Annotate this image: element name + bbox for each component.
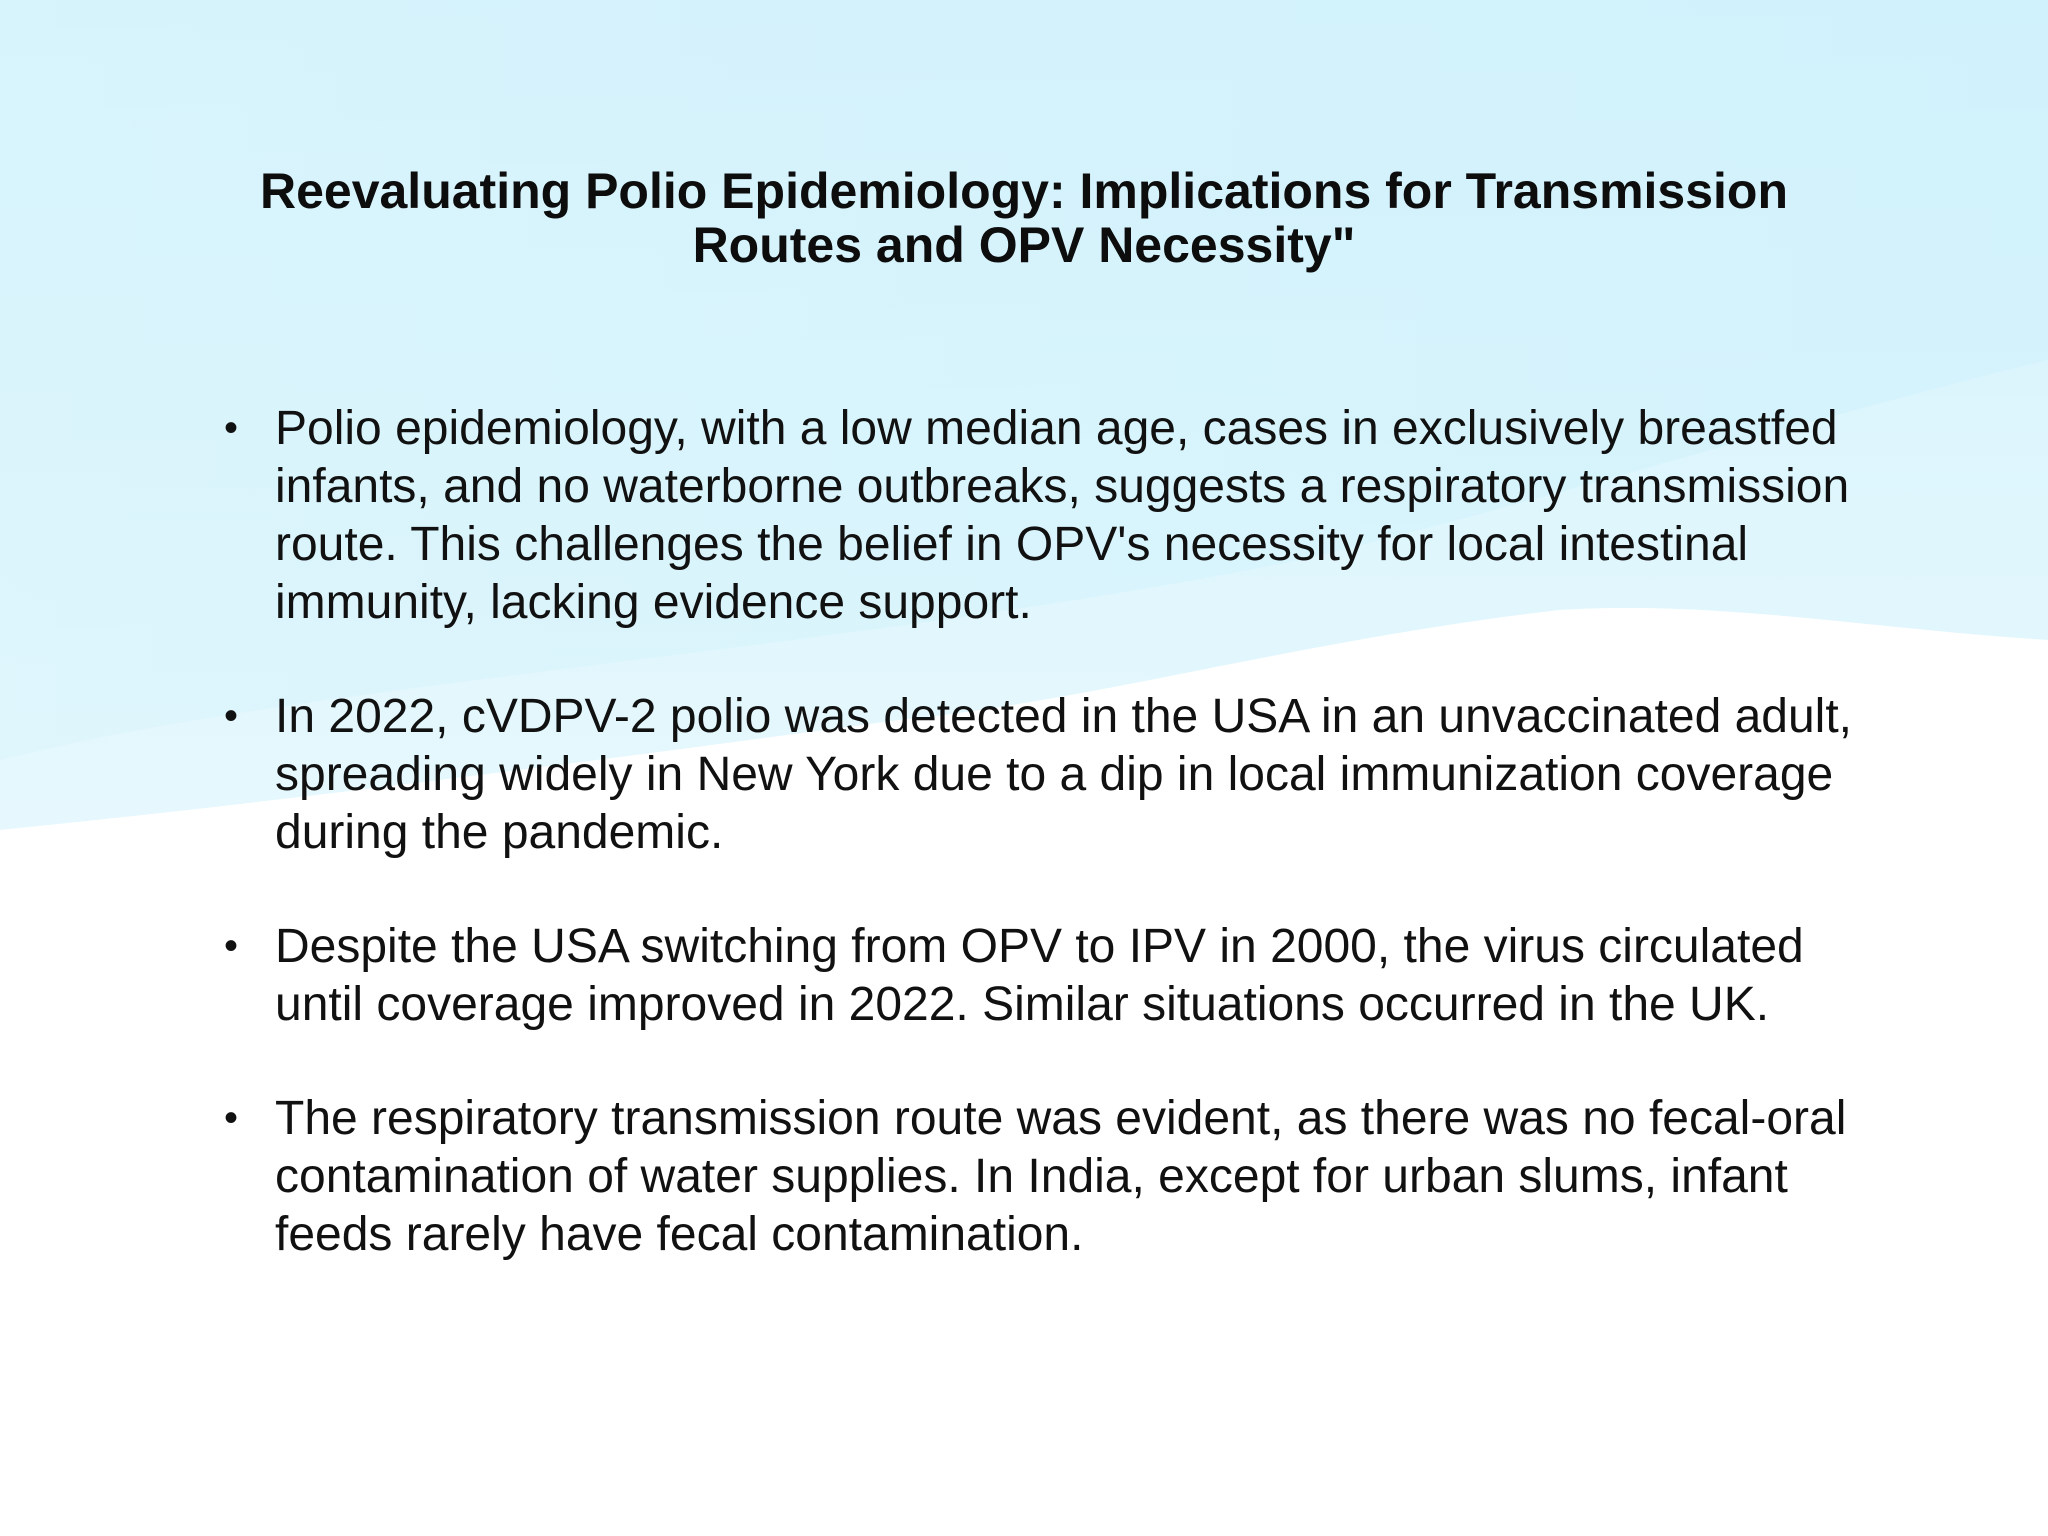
bullet-marker: • — [224, 406, 239, 450]
bullet-item — [220, 918, 1870, 1034]
bullet-text: Despite the USA switching from OPV to IPV in 2000, the virus circulated until coverage improved in 2022. Similar situations occurred in the UK. — [275, 920, 1804, 1031]
slide-title: Reevaluating Polio Epidemiology: Implications for Transmission Routes and OPV Necessity" — [259, 163, 1789, 273]
bullet-marker: • — [224, 1096, 239, 1140]
bullet-text: Polio epidemiology, with a low median age, cases in exclusively breastfed infants, and no waterborne outbreaks, suggests a respiratory transmission route. This challenges the belief in OPV's necessity for local intestinal immunity, lacking evidence support. — [275, 402, 1850, 629]
bullet-marker: • — [224, 924, 239, 968]
bullet-marker: • — [224, 694, 239, 738]
bullet-item — [220, 1090, 1870, 1264]
bullet-item — [220, 688, 1870, 862]
bullet-text: In 2022, cVDPV-2 polio was detected in the USA in an unvaccinated adult, spreading widely in New York due to a dip in local immunization coverage during the pandemic. — [275, 690, 1853, 859]
bullet-text: The respiratory transmission route was evident, as there was no fecal-oral contamination of water supplies. In India, except for urban slums, infant feeds rarely have fecal contamination. — [275, 1092, 1847, 1261]
bullet-list — [220, 400, 1870, 1264]
bullet-item — [220, 400, 1870, 632]
